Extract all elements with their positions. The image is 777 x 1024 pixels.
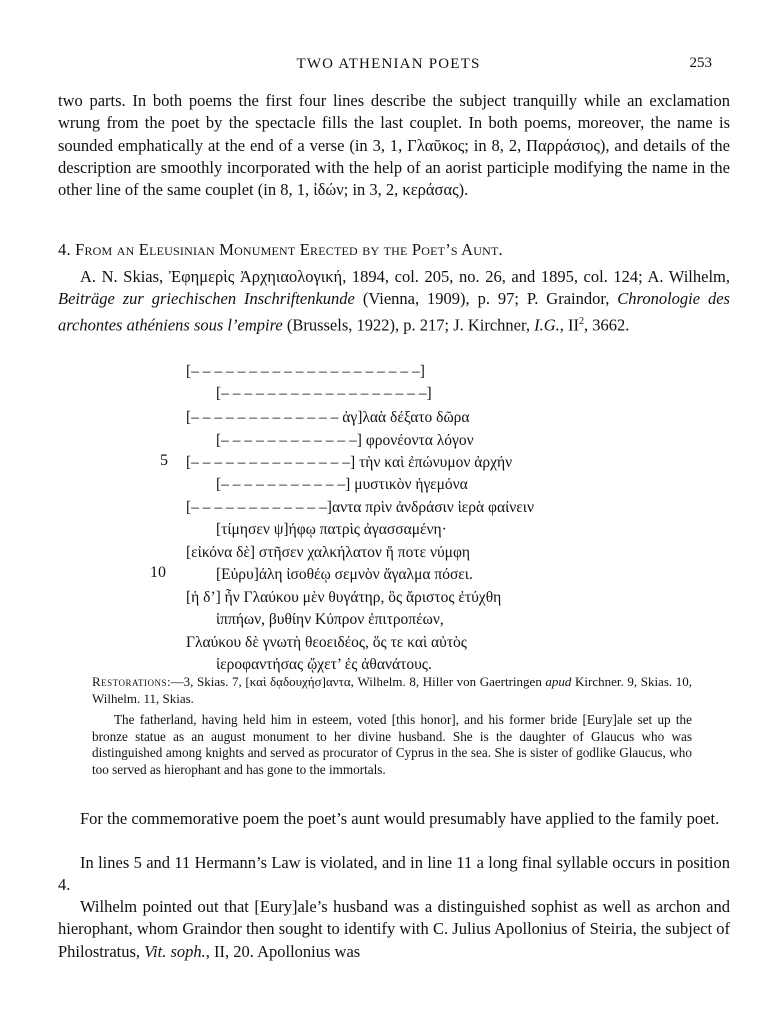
bib-journal-title: Ἐφημερὶς Ἀρχηιαολογική (168, 267, 343, 286)
poem-line: [εἰκόνα δὲ] στῆσεν χαλκήλατον ἥ ποτε νύμφη (186, 544, 471, 561)
paragraph-commemorative: For the commemorative poem the poet’s aunt would presumably have applied to the family poet. (80, 809, 720, 828)
poem-line: [ἡ δ’] ἦν Γλαύκου μὲν θυγάτηρ, ὃς ἄριστος ἐτύχθη (186, 589, 502, 606)
restorations-note (92, 674, 692, 707)
bib-book-title: Beiträge zur griechischen Inschriftenkunde (58, 289, 355, 309)
bib-book-title: Chronologie des archontes athéniens sous l’empire (58, 289, 730, 335)
restorations-italic: apud (545, 674, 572, 689)
poem-line: [Εὐρυ]άλη ἰσοθέῳ σεμνὸν ἄγαλμα πόσει. (216, 566, 473, 583)
poem-line: Γλαύκου δὲ γνωτὴ θεοειδέος, ὅς τε καὶ αὐτὸς (186, 634, 467, 651)
bibliography-paragraph (58, 266, 730, 336)
poem-line: [– – – – – – – – – – – –] φρονέοντα λόγον (216, 432, 474, 449)
poem-line: [– – – – – – – – – – – –]αντα πρὶν ἀνδράσιν ἱερὰ φαίνειν (186, 499, 534, 516)
bib-text: , 1894, col. 205, no. 26, and 1895, col. 124; A. Wilhelm, (342, 267, 730, 286)
restorations-text: Kirchner. 9, Skias. 10, Wilhelm. 11, Skias. (92, 674, 692, 706)
paragraph-wilhelm (58, 896, 730, 963)
poem-line: ἱεροφαντήσας ᾤχετ’ ἐς ἀθανάτους. (216, 656, 432, 673)
bib-superscript: 2 (579, 315, 585, 327)
running-title: TWO ATHENIAN POETS (296, 56, 481, 72)
line-number: 5 (160, 452, 168, 469)
work-title: Vit. soph. (144, 941, 206, 961)
restorations-text: :—3, Skias. 7, [καὶ δᾳδουχήσ]αντα, Wilhelm. 8, Hiller von Gaertringen (167, 674, 546, 689)
poem-line: [– – – – – – – – – – – – – – – – – – – –] (186, 363, 425, 380)
restorations-label: Restorations (92, 674, 168, 689)
bib-corpus-title: I.G. (534, 315, 560, 335)
bib-text: , II (559, 315, 580, 335)
line-number: 10 (150, 564, 166, 581)
bib-text: A. N. Skias, (80, 267, 169, 286)
translation-note: The fatherland, having held him in esteem, voted [this honor], and his former bride [Eury]ale set up the bronze statue as an august monument to her divine husband. She is the daughter of Glaucus who was distinguished among knights and served as procurator of Cyprus in the sea. She is sister of godlike Glaucus, who too served as hierophant and has gone to the immortals. (92, 712, 692, 777)
paragraph-text: , II, 20. Apollonius was (205, 941, 361, 961)
poem-line: [– – – – – – – – – – – – – ἀγ]λαὰ δέξατο δῶρα (186, 409, 470, 426)
section-heading: 4. From an Eleusinian Monument Erected by the Poet’s Aunt. (58, 240, 503, 259)
poem-line: [– – – – – – – – – – –] μυστικὸν ἡγεμόνα (216, 476, 468, 493)
bib-text: , 3662. (584, 315, 630, 335)
paragraph-hermann-law: In lines 5 and 11 Hermann’s Law is violated, and in line 11 a long final syllable occurs in position 4. (58, 853, 730, 895)
poem-line: [– – – – – – – – – – – – – – – – – –] (216, 385, 432, 402)
bib-text: (Brussels, 1922), p. 217; J. Kirchner, (282, 315, 535, 335)
poem-line: [– – – – – – – – – – – – – –] τὴν καὶ ἐπώνυμον ἀρχήν (186, 454, 513, 471)
poem-line: [τίμησεν ψ]ήφῳ πατρὶς ἀγασσαμένη· (216, 521, 447, 538)
paragraph-intro: two parts. In both poems the first four lines describe the subject tranquilly while an exclamation wrung from the poet by the spectacle fills the last couplet. In both poems, moreover, the name is sounded emphatically at the end of a verse (in 3, 1, Γλαῦκος; in 8, 2, Παρράσιος), and details of the description are smoothly incorporated with the help of an aorist participle modifying the name in the other line of the same couplet (in 8, 1, ἰδών; in 3, 2, κεράσας). (58, 91, 730, 200)
poem-line: ἱππήων, βυθίην Κύπρον ἐπιτροπέων, (216, 611, 444, 628)
paragraph-text: Wilhelm pointed out that [Eury]ale’s husband was a distinguished sophist as well as archon and hierophant, whom Graindor then sought to identify with C. Julius Apollonius of Steiria, the subject of Philostratus, (58, 897, 730, 961)
bib-text: (Vienna, 1909), p. 97; P. Graindor, (354, 289, 618, 309)
page-number: 253 (689, 55, 712, 71)
